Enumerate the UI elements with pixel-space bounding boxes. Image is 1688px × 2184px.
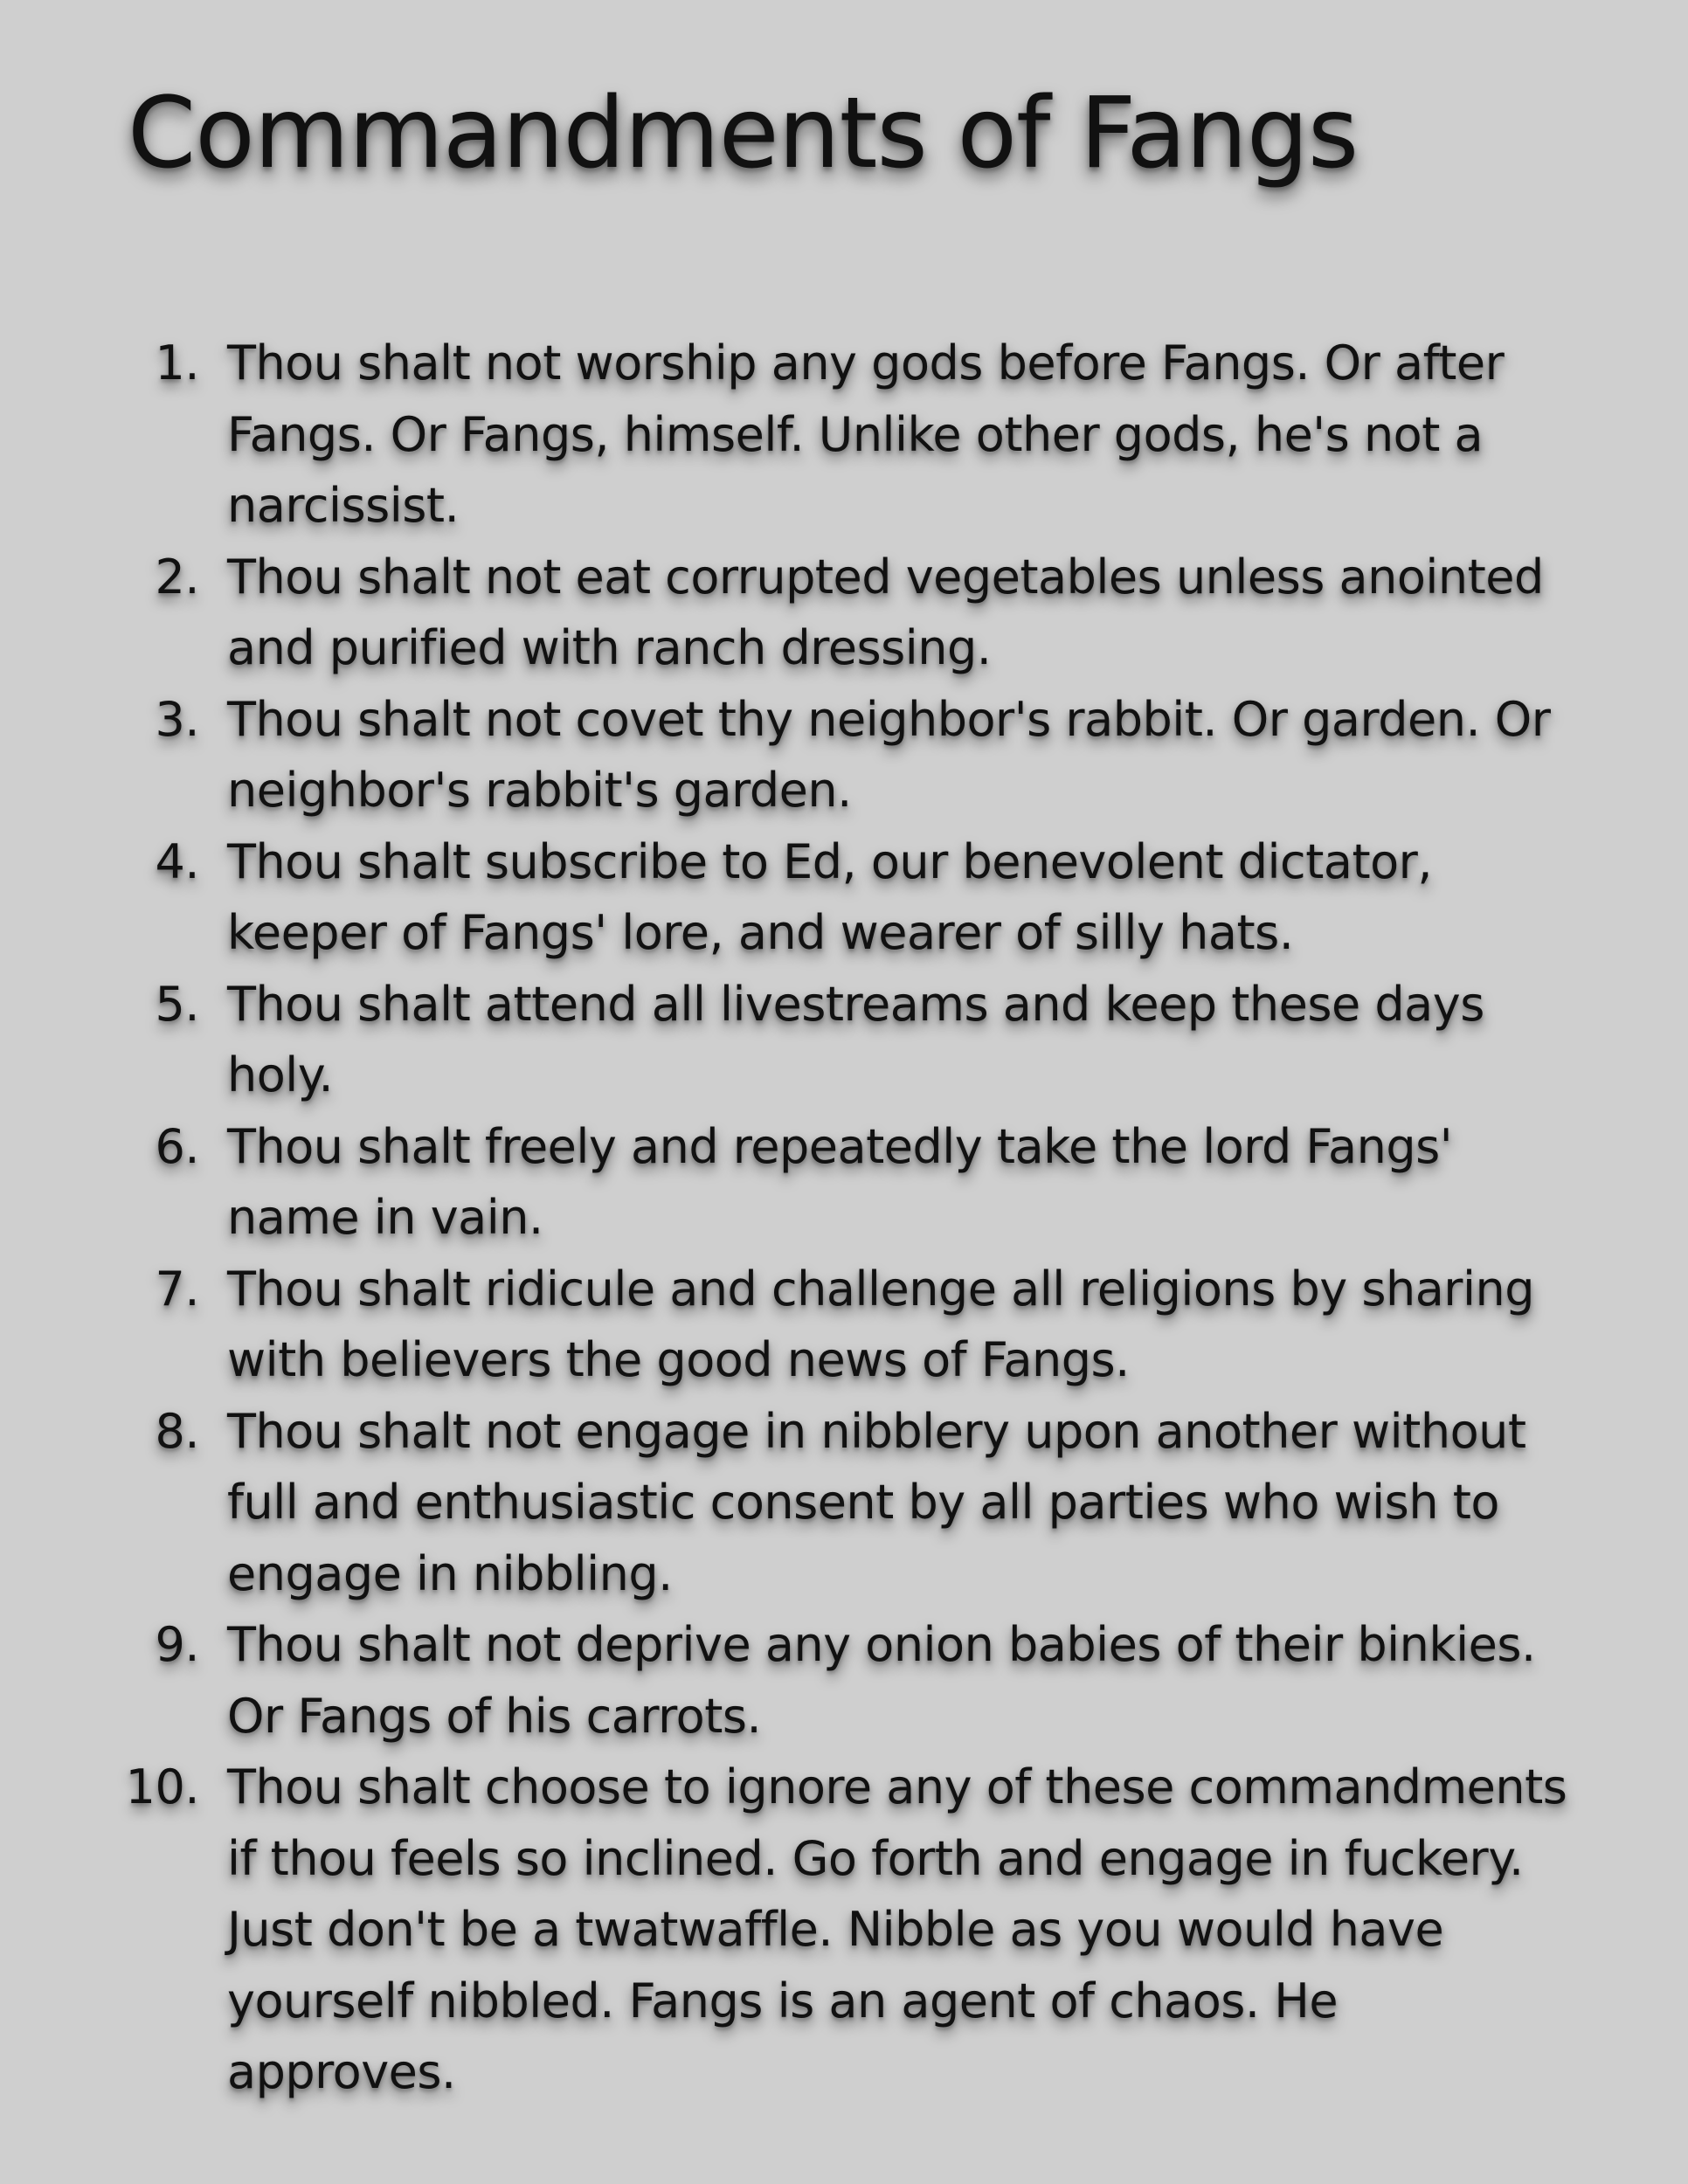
- commandment-text: Thou shalt choose to ignore any of these commandments if thou feels so inclined. Go forth and engage in fuckery. Just don't be a twatwaffle. Nibble as you would have yourself nibbled. Fangs is an agent of chaos. He approves.: [227, 1759, 1567, 2099]
- commandment-number: 10.: [125, 1759, 199, 1814]
- commandment-2: [105, 542, 1573, 684]
- commandment-text: Thou shalt attend all livestreams and keep these days holy.: [227, 976, 1484, 1102]
- commandment-5: [105, 969, 1573, 1111]
- page-title: Commandments of Fangs: [128, 77, 1359, 190]
- commandment-10: [105, 1752, 1573, 2108]
- commandment-number: 8.: [155, 1403, 199, 1459]
- commandment-number: 2.: [155, 549, 199, 605]
- commandment-8: [105, 1396, 1573, 1610]
- commandment-9: [105, 1609, 1573, 1752]
- commandments-list: [105, 328, 1573, 2108]
- commandment-number: 3.: [155, 691, 199, 747]
- commandment-number: 4.: [155, 833, 199, 889]
- commandment-text: Thou shalt not worship any gods before Fangs. Or after Fangs. Or Fangs, himself. Unlike other gods, he's not a narcissist.: [227, 335, 1505, 533]
- commandment-number: 9.: [155, 1617, 199, 1672]
- commandment-7: [105, 1254, 1573, 1396]
- commandment-number: 7.: [155, 1261, 199, 1317]
- commandment-text: Thou shalt not deprive any onion babies of their binkies. Or Fangs of his carrots.: [227, 1617, 1536, 1744]
- commandment-text: Thou shalt not engage in nibblery upon another without full and enthusiastic consent by all parties who wish to engage in nibbling.: [227, 1403, 1526, 1601]
- commandment-3: [105, 684, 1573, 826]
- commandment-number: 6.: [155, 1118, 199, 1174]
- commandment-6: [105, 1111, 1573, 1254]
- commandment-number: 1.: [155, 335, 199, 390]
- commandment-text: Thou shalt not covet thy neighbor's rabbit. Or garden. Or neighbor's rabbit's garden.: [227, 691, 1551, 818]
- commandment-text: Thou shalt ridicule and challenge all religions by sharing with believers the good news of Fangs.: [227, 1261, 1534, 1387]
- commandment-number: 5.: [155, 976, 199, 1032]
- commandment-4: [105, 826, 1573, 969]
- commandment-1: [105, 328, 1573, 542]
- commandment-text: Thou shalt freely and repeatedly take the lord Fangs' name in vain.: [227, 1118, 1453, 1245]
- commandment-text: Thou shalt subscribe to Ed, our benevolent dictator, keeper of Fangs' lore, and wearer of silly hats.: [227, 833, 1433, 960]
- commandment-text: Thou shalt not eat corrupted vegetables unless anointed and purified with ranch dressing.: [227, 549, 1544, 675]
